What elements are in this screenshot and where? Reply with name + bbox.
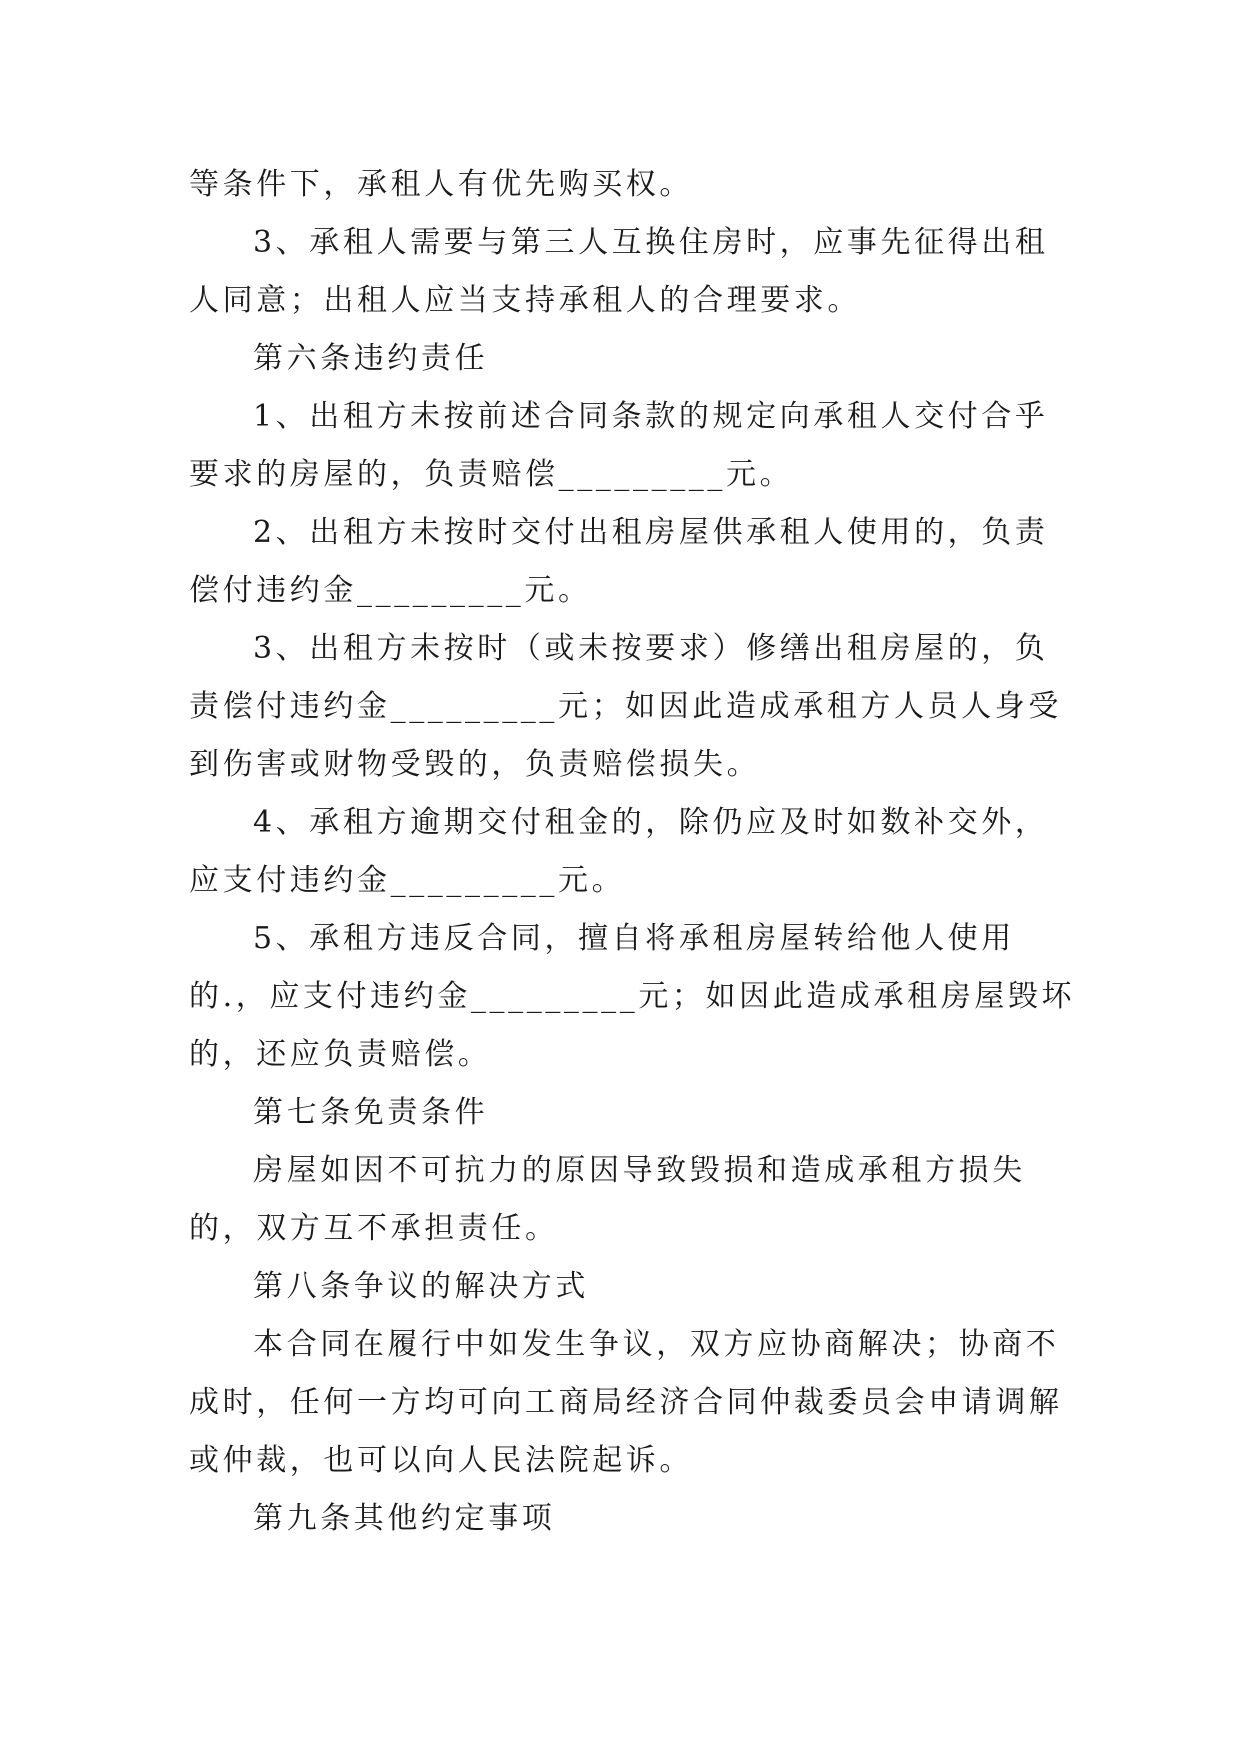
text-line: 或仲裁，也可以向人民法院起诉。 [189, 1443, 693, 1478]
document-page [189, 156, 1076, 1548]
text-line: 3、出租方未按时（或未按要求）修缮出租房屋的，负 [253, 631, 1049, 666]
text-line: 等条件下，承租人有优先购买权。 [189, 167, 693, 202]
text-line: 人同意；出租人应当支持承租人的合理要求。 [189, 283, 861, 318]
text-line: 5、承租方违反合同，擅自将承租房屋转给他人使用 [253, 921, 1015, 956]
text-line: 1、出租方未按前述合同条款的规定向承租人交付合乎 [253, 399, 1049, 434]
text-line: 的，双方互不承担责任。 [189, 1211, 559, 1246]
text-line: 应支付违约金_________元。 [189, 863, 626, 898]
text-line: 责偿付违约金_________元；如因此造成承租方人员人身受 [189, 689, 1062, 724]
text-line: 成时，任何一方均可向工商局经济合同仲裁委员会申请调解 [189, 1385, 1063, 1420]
section-heading: 第八条争议的解决方式 [253, 1269, 589, 1304]
text-line: 要求的房屋的，负责赔偿_________元。 [189, 457, 794, 492]
section-heading: 第六条违约责任 [253, 341, 489, 376]
text-line: 4、承租方逾期交付租金的，除仍应及时如数补交外， [253, 805, 1049, 840]
text-line: 偿付违约金_________元。 [189, 573, 592, 608]
text-line: 的.，应支付违约金_________元；如因此造成承租房屋毁坏 [189, 979, 1076, 1014]
text-line: 2、出租方未按时交付出租房屋供承租人使用的，负责 [253, 515, 1049, 550]
section-heading: 第七条免责条件 [253, 1095, 489, 1130]
text-line: 房屋如因不可抗力的原因导致毁损和造成承租方损失 [253, 1153, 1026, 1188]
text-line: 到伤害或财物受毁的，负责赔偿损失。 [189, 747, 761, 782]
text-line: 的，还应负责赔偿。 [189, 1037, 492, 1072]
text-line: 3、承租人需要与第三人互换住房时，应事先征得出租 [253, 225, 1049, 260]
text-line: 本合同在履行中如发生争议，双方应协商解决；协商不 [253, 1327, 1060, 1362]
section-heading: 第九条其他约定事项 [253, 1501, 556, 1536]
